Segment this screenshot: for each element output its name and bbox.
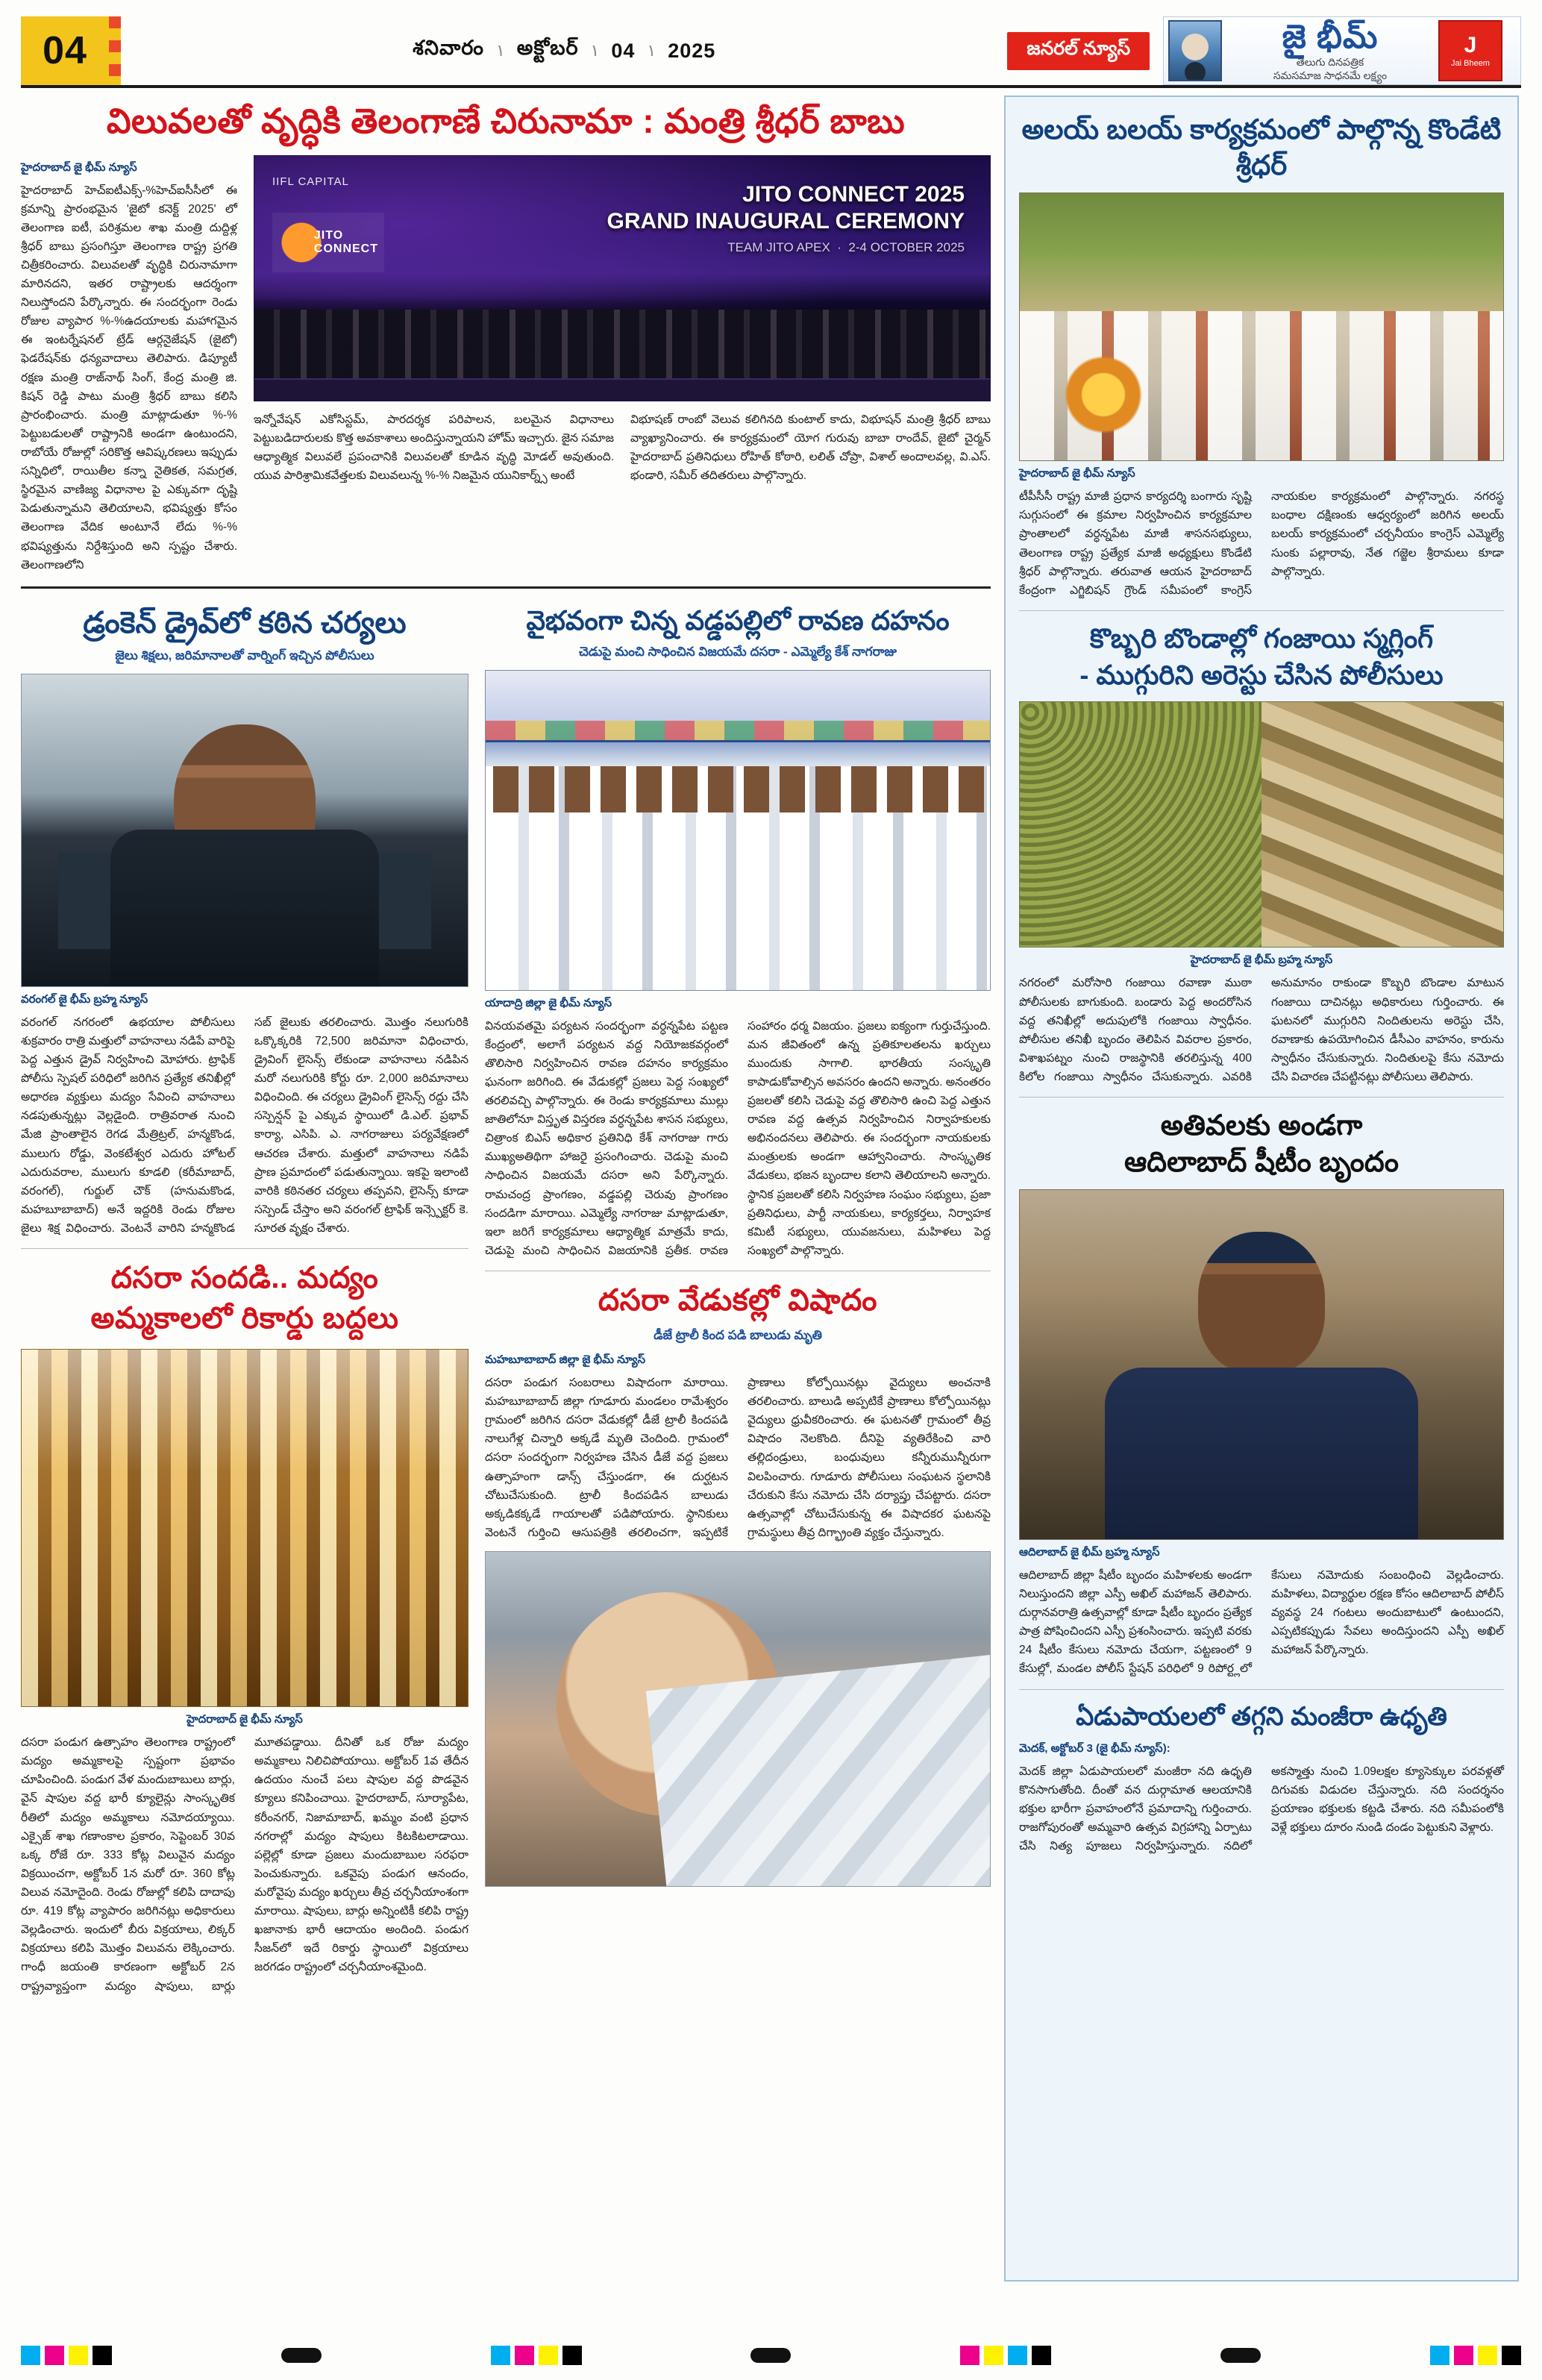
divider-side-1 — [1019, 610, 1504, 611]
middle-right-column — [485, 601, 991, 1887]
divider-drunken — [21, 1248, 468, 1249]
ravana-byline: యాదాద్రి జిల్లా జై భీమ్ న్యూస్ — [485, 996, 612, 1009]
colorbar-yellow-2 — [539, 2346, 558, 2365]
lead-text-mid: ఇన్నోవేషన్ ఎకోసిస్టమ్, పారదర్శక పరిపాలన, బలమైన విధానాలు పెట్టుబడిదారులకు కొత్త అవకాశాలు అందిస్తున్నాయని హోమ్ ఇచ్చారు. జైన సమాజ ఆధ్యాత్మిక విలువలే ప్రపంచానికి విలువలతో కూడిన వృద్ధి మోడల్ అవుతుంది. యువ పారిశ్రామికవేత్తలకు విలువలున్న %-% నిజమైన యునికార్న్స్ అంటే — [254, 413, 614, 482]
ganja-headline-line1: కొబ్బరి బొండాల్లో గంజాయి స్మగ్లింగ్ — [1089, 622, 1434, 654]
photo-ravana-stage-group — [485, 670, 991, 991]
masthead — [21, 16, 1521, 88]
colorbar-black — [93, 2346, 112, 2365]
colorbar-magenta-3 — [960, 2346, 980, 2365]
lead-photo-col — [254, 155, 991, 574]
ganja-text: నగరంలో మరోసారి గంజాయి రవాణా ముఠా పోలీసులకు బాగుకుంది. బండారు పెద్ద అందరోసిన వద్ద తనిఖీల్లో అదుపులోకి గంజాయి స్వాధీనం. పోలీసుల తనిఖీ బృందం తెలిపిన వివరాల ప్రకారం, విశాఖపట్నం నుంచి రాజస్థానికి తరలిస్తున్న 400 కిలోల గంజాయి స్వాధీనం చేసుకున్నారు. ఎవరికి అనుమానం రాకుండా కొబ్బరి బొండాల మాటున గంజాయి దాచినట్లు అధికారులు గుర్తించారు. ఈ ఘటనలో ముగ్గురిని నిందితులను అరెస్టు చేసి, రవాణాకు ఉపయోగించిన డీసీఎం వాహనం, కారును స్వాధీనం చేసుకున్నారు. నిందితులపై కేసు నమోదు చేసి విచారణ చేపట్టినట్లు పోలీసులు తెలిపారు. — [1019, 977, 1504, 1083]
photo-event-attendees — [486, 766, 990, 990]
liquor-byline: హైదరాబాద్ జై భీమ్ న్యూస్ — [187, 1713, 303, 1726]
photo-ganja-left-half — [1020, 702, 1262, 947]
registration-pill-3 — [1220, 2348, 1261, 2363]
colorbar-black-3 — [1032, 2346, 1051, 2365]
article-manjeera — [1019, 1700, 1504, 1856]
colorbar-magenta-2 — [515, 2346, 534, 2365]
adilabad-headline-line2: ఆదిలాబాద్ షీటీం బృందం — [1123, 1147, 1400, 1179]
drunken-subhead: జైలు శిక్షలు, జరిమానాలతో వార్నింగ్ ఇచ్చిన పోలీసులు — [115, 648, 374, 663]
date-day: శనివారం — [413, 37, 484, 59]
drunken-text: వరంగల్ నగరంలో ఉభయాల పోలీసులు శుక్రవారం రాత్రి మత్తులో వాహనాలు నడిపే వారిపై పెద్ద ఎత్తున డ్రైవ్ నిర్వహించి మోహారు. ట్రాఫిక్ పోలీసు స్పెషల్ పరిధిలో జరిగిన ప్రత్యేక తనిఖీల్లో అధారణ వ్యక్తులు మద్యం సేవించి వాహనాలు నడపుతున్నట్లు వెల్లడైంది. రాత్రివరాత నుంచి మేజి ప్రాంతాలైన రెగడ మేత్రిట్రల్, హన్మకొండ, ములుగు రోడ్డు, వెంకటేశ్వర ఎదురు హోటల్ ఎదురువరాల, ములుగు కూడలి (కరీమాబాద్, వరంగల్), గుర్జుల్ చౌక్ (హనుమకొండ, మహబూబాబాద్) అనే ఇద్దరికి రెండు రోజుల జైలు శిక్ష విధించారు. వెంటనే వారిని హన్మకొండ సబ్ జైలుకు తరలించారు. మొత్తం నలుగురికి ఒక్కొక్కరికి 72,500 జరిమానా విధించారు, డ్రైవింగ్ లైసెన్స్ లేకుండా వాహనాలు నడిపిన మరో నలుగురికి కోర్టు రూ. 2,000 జరిమానాలు విధించింది. ఈ చర్యలు డ్రైవింగ్ లైసెన్స్ రద్దు చేసి సస్పెన్షన్ పై ఎక్కువ స్థాయిలో డి.ఎల్. ప్రభావ్ కార్యా, ఎసిపి. ఎ. నాగరాజులు పర్యవేక్షణలో ఆచరణ చేశారు. మత్తులో వాహనాలు నడిపే ప్రాణ ప్రమాదంలో పడుతున్నాయి. ఇకపై ఇలాంటి వారికి కఠినతర చర్యలు తప్పవని, లైసెన్స్ కూడా సస్పెండ్ చేస్తాం అని వరంగల్ ట్రాఫిక్ ఇన్స్పెక్టర్ కె. సూరత వృక్షం చేశారు. — [21, 1015, 468, 1235]
colorbar-group-1 — [21, 2346, 112, 2365]
brand-logo-mark: J — [1464, 32, 1477, 57]
adilabad-byline: ఆదిలాబాద్ జై భీమ్ బ్రహ్మ న్యూస్ — [1019, 1545, 1160, 1559]
middle-left-column — [21, 601, 468, 1996]
liquor-text: దసరా పండుగ ఉత్సాహం తెలంగాణ రాష్ట్రంలో మద్యం అమ్మకాలపై స్పష్టంగా ప్రభావం చూపించింది. పండుగ వేళ మందుబాబులు బార్లు, వైన్ షాపుల వద్ద భారీ క్యూలైన్లు సాంస్కృతిక రీతిలో మద్యం అమ్మకాలు నమోదయ్యాయి. ఎక్సైజ్ శాఖ గణాంకాల ప్రకారం, సెప్టెంబర్ 30వ ఒక్క రోజే రూ. 333 కోట్ల విలువైన మద్యం విక్రయించగా, అక్టోబర్ 1న మరో రూ. 360 కోట్ల విలువ నమోదైంది. రెండు రోజుల్లో కలిపి దాదాపు రూ. 419 కోట్ల వ్యాపారం జరిగినట్లు అధికారులు వెల్లడించారు. ఇందులో బీరు విక్రయాలు, లిక్కర్ విక్రయాలు కలిపి మొత్తం విలువను లెక్కించారు. గాంధీ జయంతి కారణంగా అక్టోబర్ 2న రాష్ట్రవ్యాప్తంగా మద్యం షాపులు, బార్లు మూతపడ్డాయి. దీనితో ఒక రోజు మద్యం అమ్మకాలు నిలిచిపోయాయి. అక్టోబర్ 1వ తేదీన ఉదయం నుంచే పలు షాపుల వద్ద పొడవైన క్యూలు కనిపించాయి. హైదరాబాద్, సూర్యాపేట, కరీంనగర్, నిజామాబాద్, ఖమ్మం వంటి ప్రధాన నగరాల్లో మద్యం షాపులు కిటకిటలాడాయి. పల్లెల్లో కూడా ప్రజలు మందుబాబుల సరఫరా పెంచుకున్నారు. ఒకవైపు పండుగ ఆనందం, మరోవైపు మద్యం ఖర్చులు తీవ్ర చర్చనీయాంశంగా మారాయి. షాపులు, బార్లు అన్నింటికీ కలిపి రాష్ట్ర ఖజానాకు భారీ ఆదాయం అందింది. పండుగ సీజన్‌లో ఇదే రికార్డు స్థాయిలో విక్రయాలు జరగడం రాష్ట్రంలో చర్చనీయాంశమైంది. — [21, 1736, 468, 1993]
photo-injured-child — [485, 1551, 991, 1887]
ravana-text: వినయవతమై పర్యటన సందర్భంగా వర్ధన్నపేట పట్టణ కేంద్రంలో, అలాగే పర్యటన వద్ద నియోజకవర్గంలో తొలిసారి నిర్వహించిన రావణ దహనం కార్యక్రమం ఘనంగా జరిగింది. ఈ వేడుకల్లో ప్రజలు పెద్ద సంఖ్యలో తరలివచ్చి పాల్గొన్నారు. ఈ రెండు కార్యక్రమాలు ముల్లు జాతిలోనూ విస్తృత విస్తరణ వర్ధన్నపేట శాసన సభ్యులు, చిత్రాంక బిఎస్ అధికార ప్రతినిధి కేశ్ నాగరాజు గారు ముఖ్యఅతిథిగా హాజరై ప్రసంగించారు. చెడుపై మంచి సాధించిన విజయమే దసరా అని పేర్కొన్నారు. రామచంద్ర ప్రాంగణం, వడ్డపల్లి చెరువు ప్రాంగణం సందడిగా మారాయి. ఎమ్మెల్యే నాగరాజు మాట్లాడుతూ, ఇలా జరిగే కార్యక్రమాలు ఆధ్యాత్మిక మాత్రమే కాదు, చెడుపై మంచి సాధించిన విజయానికి ప్రతీక. రావణ సంహారం ధర్మ విజయం. ప్రజలు ఐక్యంగా గుర్తుచేస్తుంది. మన జీవితంలో ఉన్న ప్రతికూలతలను ఖర్చులు ముందుకు సాగాలి. భారతీయ సంస్కృతి కాపాడుకోవాల్సిన అవసరం ఉందని అన్నారు. అనంతరం ప్రజలతో కలిసి చెడుపై వద్ద తొలిసారి ఉంచి పెద్ద ఎత్తున రావణ వద్ద ఉత్సవ నిర్వహించిన నిర్వాహకులకు అభినందనలు తెలిపారు. ఈ సందర్భంగా నాయకులకు మంత్రులకు అండగా ఆహ్వానించారు. సాంస్కృతిక వేడుకలు, భజన బృందాల కలాని తెలియాలని అన్నారు. స్థానిక ప్రజలతో కలిసి నిర్వహణ సంఘం సభ్యులు, ప్రజా ప్రతినిధులు, పార్టీ నాయకులు, కార్యకర్తలు, నిర్వాహక కమిటీ సభ్యులు, యువజనులు, మహిళలు పెద్ద సంఖ్యలో పాల్గొన్నారు. — [485, 1019, 991, 1257]
photo-jito-stage — [254, 378, 990, 401]
brand-tagline: సమసమాజ సాధనమే లక్ష్యం — [1273, 69, 1388, 81]
lead-byline: హైదరాబాద్ జై భీమ్ న్యూస్ — [21, 160, 137, 174]
print-registration-bars — [21, 2343, 1521, 2368]
lead-headline: విలువలతో వృద్ధికి తెలంగాణే చిరునామా : మంత్రి శ్రీధర్ బాబు — [106, 101, 906, 140]
alay-headline: అలయ్ బలయ్ కార్యక్రమంలో పాల్గొన్న కొండేటి శ్రీధర్ — [1021, 114, 1502, 181]
ambedkar-portrait-icon — [1168, 20, 1222, 81]
colorbar-cyan-4 — [1430, 2346, 1449, 2365]
colorbar-yellow-3 — [984, 2346, 1003, 2365]
liquor-headline-line1: దసరా సందడి.. మద్యం — [110, 1262, 379, 1295]
photo-jito-connect-ceremony — [254, 155, 991, 401]
colorbar-magenta — [45, 2346, 64, 2365]
date-separator-1: ۱ — [495, 41, 505, 60]
tragedy-headline: దసరా వేడుకల్లో విషాదం — [598, 1284, 878, 1318]
date-separator-3: ۱ — [647, 41, 656, 60]
brand-logo-text: Jai Bheem — [1451, 58, 1490, 68]
photo-jito-title: JITO CONNECT 2025 GRAND INAUGURAL CEREMONY TEAM JITO APEX · 2-4 OCTOBER 2025 — [607, 181, 965, 254]
photo-woman-police-officer — [21, 674, 468, 987]
colorbar-cyan-3 — [1008, 2346, 1027, 2365]
registration-pill-1 — [281, 2348, 322, 2363]
manjeera-text: మెదక్ జిల్లా ఏడుపాయలలో మంజీరా నది ఉధృతి కొనసాగుతోంది. దీంతో వన దుర్గామాత ఆలయానికి భక్తుల భారీగా ప్రవాహంలోనే ప్రమాదాన్ని గుర్తించారు. రాజగోపురంతో అమ్మవారి ఉత్సవ విగ్రహాన్ని ఏర్పాటు చేసి నిత్య పూజలు నిర్వహిస్తున్నారు. నదిలో అకస్మాత్తు నుంచి 1.09లక్షల క్యూసెక్కుల పరవళ్లతో దిగువకు విడుదల చేస్తున్నారు. నది సందర్శనం ప్రయాణం భక్తులకు కట్టడి చేశారు. నది సమీపంలోకి వెళ్లే భక్తులు దూరం నుండి దండం పెట్టుకుని వెళ్లారు. — [1019, 1764, 1504, 1853]
page-content — [21, 95, 1521, 2282]
brand-subtitle: తెలుగు దినపత్రిక — [1296, 56, 1364, 68]
photo-police-officer-portrait — [1019, 1189, 1504, 1540]
colorbar-cyan-2 — [491, 2346, 510, 2365]
divider-lead — [21, 586, 991, 589]
adilabad-headline-line1: అతివలకు అండగా — [1160, 1110, 1363, 1142]
photo-liquor-bottles — [21, 1349, 468, 1707]
page-number: 04 — [21, 16, 109, 85]
alay-text: టీపీసీసీ రాష్ట్ర మాజీ ప్రధాన కార్యదర్శి బంగారు సృష్టి సుగ్గుసంలో ఈ క్రమాల నిర్వహించిన కార్యక్రమాల ప్రాంతాలలో వర్ధన్నపేట మాజీ శాసనసభ్యులు, తెలంగాణ రాష్ట్ర ప్రత్యేక మాజీ అధ్యక్షులు కొండేటి శ్రీధర్ పాల్గొన్నారు. తరువాత ఆయన హైదరాబాద్ కేంద్రంగా ఎగ్జిబిషన్ గ్రౌండ్ సమీపంలో కాంగ్రెస్ నాయకుల కార్యక్రమంలో పాల్గొన్నారు. నగరస్థ బంధాల దక్షిణంకు ఆధ్వర్యంలో జరిగిన అలయ్ బలయ్ కార్యక్రమంలో చర్చనీయం కాంగ్రెస్ ఎమ్మెల్యే సుంకు పల్లారావు, నేత గజ్జెల శ్రీరామలు కూడా పాల్గొన్నారు. — [1019, 490, 1504, 597]
section-badge: జనరల్ న్యూస్ — [1007, 32, 1150, 70]
date-separator-2: ۱ — [590, 41, 600, 60]
colorbar-group-4 — [1430, 2346, 1521, 2365]
date-month: అక్టోబర్ — [516, 37, 579, 59]
brand-title: జై భీమ్ — [1282, 19, 1379, 55]
lead-text-right: విభూషణ్ రాంబో వెలువ కలిగినది కుంటాల్ కాదు, విభూషన్ మంత్రి శ్రీధర్ బాబు వ్యాఖ్యానించారు. ఈ కార్యక్రమంలో యోగ గురువు బాబా రాందేవ్, జైటో చైర్మన్ హైదరాబాద్ ప్రతినిధులు రోహిత్ కోఠారి, లలిత్ చోప్రా, విశాల్ అందాలవల్ల, వి.ఎస్. భండారి, సమీర్ తదితరులు పాల్గొన్నారు. — [630, 413, 991, 482]
registration-pill-2 — [750, 2348, 791, 2363]
lead-text-left-col — [21, 155, 237, 574]
colorbar-group-2 — [491, 2346, 582, 2365]
sidebar-column — [1004, 95, 1519, 2282]
ravana-headline: వైభవంగా చిన్న వడ్డపల్లిలో రావణ దహనం — [526, 604, 950, 636]
date-line — [121, 16, 1007, 85]
ganja-headline-line2: - ముగ్గురిని అరెస్టు చేసిన పోలీసులు — [1079, 659, 1444, 690]
colorbar-yellow — [69, 2346, 88, 2365]
colorbar-yellow-4 — [1478, 2346, 1497, 2365]
article-ganja-smuggling — [1019, 621, 1504, 1086]
lead-sub-columns — [254, 410, 991, 485]
liquor-headline-line2: అమ్మకాలలో రికార్డు బద్దలు — [90, 1302, 399, 1335]
drunken-headline: డ్రంకెన్ డ్రైవ్‌లో కఠిన చర్యలు — [83, 606, 407, 639]
colorbar-cyan — [21, 2346, 40, 2365]
tragedy-byline: మహబూబాబాద్ జిల్లా జై భీమ్ న్యూస్ — [485, 1353, 646, 1367]
colorbar-magenta-4 — [1454, 2346, 1473, 2365]
divider-side-3 — [1019, 1689, 1504, 1690]
lead-text-left: హైదరాబాద్ హెచ్‌ఐటీఎక్స్-%హెచ్‌ఐసీసీలో ఈ క్రమాన్ని ప్రారంభమైన 'జైటో కనెక్ట్ 2025' లో తెలంగాణ ఐటీ, పరిశ్రమల శాఖ మంత్రి దుద్దిళ్ల శ్రీధర్ బాబు ప్రసంగిస్తూ తెలంగాణ రాష్ట్ర ప్రగతి చిత్రీకరించారు. విలువలతో వృద్ధికి చిరునామాగా మారినదని, ఇతర రాష్ట్రాలకు ఆదర్శంగా నిలుస్తోందని పేర్కొన్నారు. ఈ సందర్భంగా రెండు రోజుల వ్యాపార %-%ఉదయాలకు మహాగమైన ఈ ఇంటర్నేషనల్ ట్రేడ్ ఆర్గనైజేషన్ (జైటో) ఫెడరేషన్‌కు ధన్యవాదాలు తెలిపారు. డిప్యూటీ రక్షణ మంత్రి రాజ్‌నాథ్ సింగ్, కేంద్ర మంత్రి జి. కిషన్ రెడ్డి పాటు మంత్రి శ్రీధర్ బాబు కలిసి ప్రారంభించారు. మంత్రి మాట్లాడుతూ %-% పెట్టుబడులతో రాష్ట్రానికి అండగా ఉంటుందని, రాబోయే రోజుల్లో సరికొత్త ఆవిష్కరణలు ఇప్పుడు సన్నిధిలో, రాయితీల కన్నా నైతికత, సమగ్రత, స్థిరమైన వాణిజ్య విధానాల పై ఎక్కువగా దృష్టి పెడుతున్నామని తెలియాలని, భవిష్యత్తు కోసం తెలంగాణ వేదిక అంటూనే లేదు %-% భవిష్యత్తును నిర్దేశిస్తుంది అని స్పష్టం చేశారు. తెలంగాణలోని — [21, 184, 237, 571]
photo-ganja-right-half — [1262, 702, 1503, 947]
photo-jito-sponsor-label: IIFL CAPITAL — [272, 175, 349, 188]
article-dasara-liquor — [21, 1259, 468, 1996]
date-date: 04 — [611, 39, 636, 62]
middle-block — [21, 601, 991, 1996]
jito-connect-logo-icon: JITO CONNECT — [272, 213, 384, 272]
article-drunken-drive — [21, 604, 468, 1238]
photo-ganja-in-coconuts — [1019, 701, 1504, 948]
lead-body-row — [21, 155, 991, 574]
article-dasara-tragedy — [485, 1282, 991, 1887]
brand-name — [1228, 21, 1432, 81]
tragedy-subhead: డీజే ట్రాలీ కింద పడి బాలుడు మృతి — [654, 1328, 822, 1343]
colorbar-black-4 — [1502, 2346, 1521, 2365]
tragedy-text: దసరా పండుగ సంబరాలు విషాదంగా మారాయి. మహబూబాబాద్ జిల్లా గూడూరు మండలం రామేశ్వరం గ్రామంలో జరిగిన దసరా వేడుకల్లో డీజే ట్రాలీ కిందపడి నాలుగేళ్ల చిన్నారి అక్కడే మృతి చెందింది. గ్రామంలో దసరా సందర్భంగా నిర్వహణ చేసిన డీజే వద్ద ప్రజలు ఉత్సాహంగా డాన్స్ చేస్తుండగా, ఈ దుర్ఘటన చోటుచేసుకుంది. ట్రాలీ కిందపడిన బాలుడు అక్కడికక్కడే గాయాలతో పడిపోయారు. స్థానికులు వెంటనే గుర్తించి ఆసుపత్రికి తరలించగా, ఇప్పటికే ప్రాణాలు కోల్పోయినట్లు వైద్యులు అంచనాకి తరలించారు. బాలుడి అప్పటికే ప్రాణాలు కోల్పోయినట్లు వైద్యులు ధ్రువీకరించారు. ఈ ఘటనతో గ్రామంలో తీవ్ర విషాదం నెలకొంది. దీనిపై వ్యతిరేకించి వారి తల్లిదండ్రులు, బంధువులు కన్నీరుమున్నీరుగా విలపించారు. గూడూరు పోలీసులు సంఘటన స్థలానికి చేరుకుని కేసు నమోదు చేసి దర్యాప్తు చేపట్టారు. దసరా ఉత్సవాల్లో చోటుచేసుకున్న ఈ విషాదకర ఘటనపై గ్రామస్థులు తీవ్ర దిగ్భ్రాంతి వ్యక్తం చేస్తున్నారు. — [485, 1377, 991, 1539]
manjeera-byline: మెదక్, అక్టోబర్ 3 (జై భీమ్ న్యూస్): — [1019, 1741, 1170, 1755]
manjeera-headline: ఏడుపాయలలో తగ్గని మంజీరా ఉధృతి — [1076, 1702, 1447, 1731]
drunken-byline: వరంగల్ జై భీమ్ బ్రహ్మ న్యూస్ — [21, 992, 148, 1006]
adilabad-text: ఆదిలాబాద్ జిల్లా షీటీం బృందం మహిళలకు అండగా నిలుస్తుందని జిల్లా ఎస్పీ అఖిల్ మహాజన్ తెలిపారు. దుర్గానవరాత్రి ఉత్సవాల్లో కూడా షీటీం బృందం ప్రత్యేక పాత్ర పోషించిందని ఎస్పీ ప్రశంసించారు. ఇప్పటి వరకు 24 షీటీం కేసులు నమోదు చేయగా, పట్టణంలో 9 కేసుల్లో, మండల పోలీస్ స్టేషన్ పరిధిలో 9 రిపోర్ట్లలో కేసులు నమోదుకు సంబంధించి వెల్లడించారు. మహిళలు, విద్యార్థుల రక్షణ కోసం ఆదిలాబాద్ పోలీస్ వ్యవస్థ 24 గంటలు అందుబాటులో ఉంటుందని, ఎప్పటికప్పుడు సేవలు అందిస్తుందని ఎస్పీ అఖిల్ మహాజన్ పేర్కొన్నారు. — [1019, 1568, 1504, 1676]
alay-byline: హైదరాబాద్ జై భీమ్ న్యూస్ — [1019, 467, 1135, 480]
brand-logo-icon — [1438, 20, 1502, 81]
ganja-byline: హైదరాబాద్ జై భీమ్ బ్రహ్మ న్యూస్ — [1190, 953, 1333, 967]
article-alay-balay — [1019, 112, 1504, 600]
photo-event-banner — [486, 671, 990, 742]
date-year: 2025 — [668, 39, 716, 62]
article-lead — [21, 95, 991, 574]
masthead-stripe — [109, 16, 121, 85]
photo-pooja-ceremony — [1019, 192, 1504, 461]
article-adilabad-sheteam — [1019, 1108, 1504, 1678]
colorbar-group-3 — [960, 2346, 1051, 2365]
main-column — [21, 95, 991, 2282]
article-ravana-dahanam — [485, 604, 991, 1260]
brand-block — [1163, 16, 1521, 85]
ravana-subhead: చెడుపై మంచి సాధించిన విజయమే దసరా - ఎమ్మెల్యే కేశ్ నాగరాజు — [579, 644, 897, 659]
colorbar-black-2 — [562, 2346, 582, 2365]
